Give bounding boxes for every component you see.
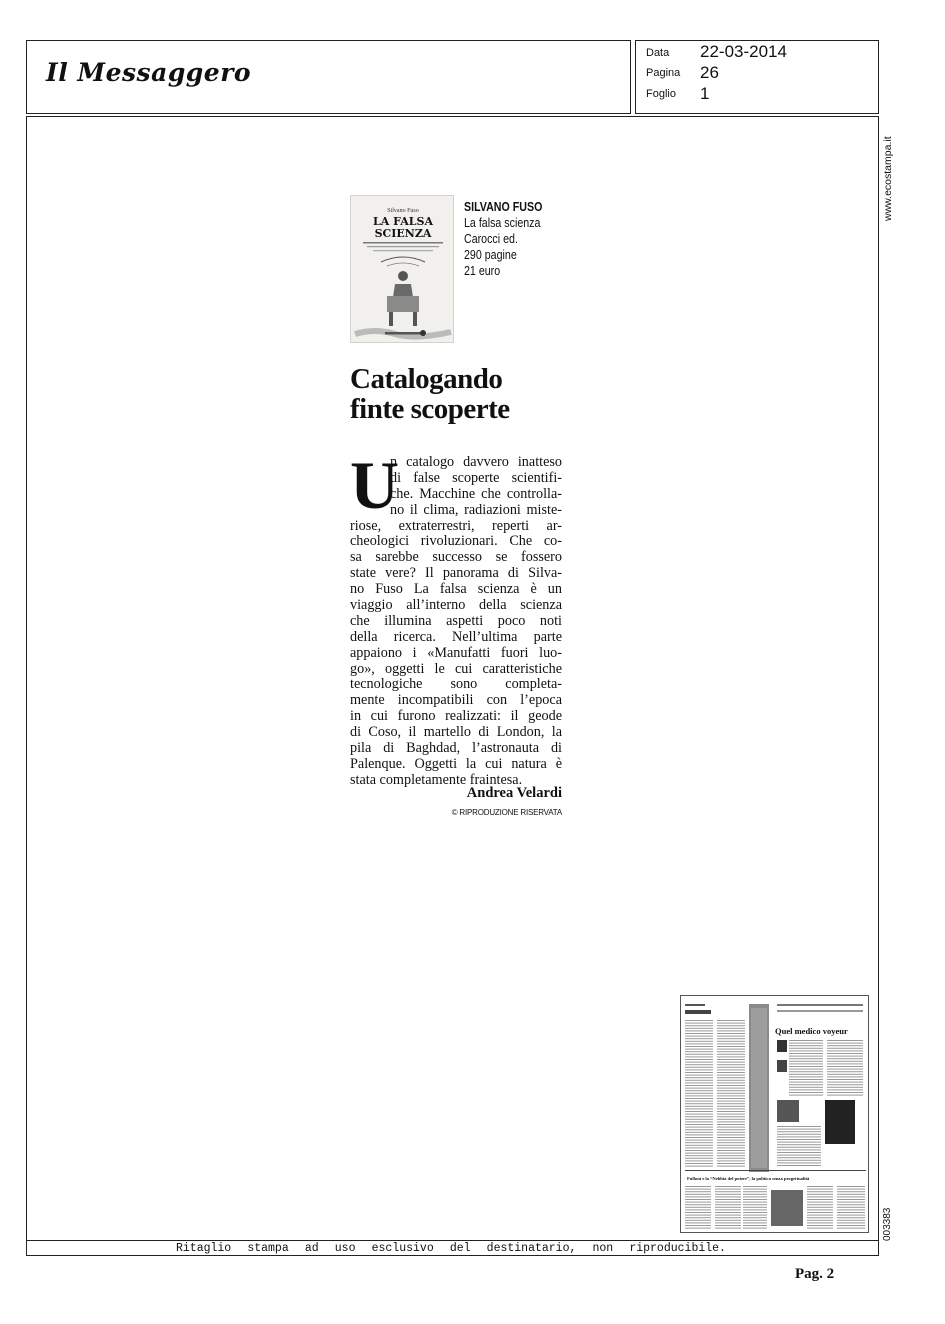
date-value: 22-03-2014 — [700, 42, 787, 61]
headline-line-2: finte scoperte — [350, 393, 510, 425]
thumb-headline: Quel medico voyeur — [775, 1026, 848, 1036]
article-line: no Fuso La falsa scienza è un — [350, 582, 562, 598]
footer-word: uso — [334, 1242, 356, 1255]
footer-word: Ritaglio — [176, 1242, 232, 1255]
article-line: tecnologiche sono completa- — [350, 677, 562, 693]
book-pages: 290 pagine — [464, 247, 517, 262]
cover-title-line1: LA FALSA — [372, 215, 434, 228]
article-line: state vere? Il panorama di Silva- — [350, 566, 562, 582]
footer-word: riproducibile. — [629, 1242, 726, 1255]
article-line: appaiono i «Manufatti fuori luo- — [350, 645, 562, 661]
article-line: che illumina aspetti poco noti — [350, 613, 562, 629]
book-publisher: Carocci ed. — [464, 231, 518, 246]
thumb-bottom-headline: Fulloni e la “Nebbia del potere”, la politica senza progettualità — [687, 1176, 810, 1181]
footer-divider — [26, 1240, 879, 1241]
drop-cap: U — [350, 447, 400, 523]
article-body — [350, 447, 562, 789]
article-line: n catalogo davvero inatteso — [390, 455, 562, 470]
cover-title-line2: SCIENZA — [374, 227, 432, 240]
article-signature: Andrea Velardi — [466, 785, 562, 801]
side-url — [880, 125, 898, 225]
page-value: 26 — [700, 63, 719, 82]
article-headline — [350, 364, 510, 424]
footer-word: ad — [304, 1242, 319, 1255]
side-code-text: 003383 — [882, 1207, 893, 1241]
footer-word: esclusivo — [371, 1242, 434, 1255]
book-cover-image — [350, 195, 454, 343]
side-code — [880, 1195, 898, 1245]
page-thumbnail — [680, 995, 869, 1233]
article-line: viaggio all’interno della scienza — [350, 598, 562, 614]
copyright-notice: © RIPRODUZIONE RISERVATA — [451, 808, 562, 817]
article-line: mente incompatibili con l’epoca — [350, 693, 562, 709]
side-url-text: www.ecostampa.it — [882, 136, 894, 221]
book-price: 21 euro — [464, 263, 501, 278]
article-line: di Coso, il martello di London, la — [350, 725, 562, 741]
sheet-label: Foglio — [646, 88, 676, 100]
cover-author: Silvano Fuso — [387, 208, 419, 214]
book-author: SILVANO FUSO — [464, 199, 543, 214]
article-line: in cui furono realizzati: il geode — [350, 709, 562, 725]
page-label: Pagina — [646, 67, 681, 79]
headline-line-1: Catalogando — [350, 363, 503, 395]
article-line: della ricerca. Nell’ultima parte — [350, 629, 562, 645]
article-line: Palenque. Oggetti la cui natura è — [350, 756, 562, 772]
page-number: Pag. 2 — [795, 1266, 835, 1282]
article-line: riose, extraterrestri, reperti ar- — [350, 518, 562, 534]
newspaper-logo: Il Messaggero — [46, 58, 252, 87]
footer-word: non — [592, 1242, 614, 1255]
article-line: no il clima, radiazioni miste- — [390, 502, 562, 518]
sheet-value: 1 — [700, 84, 710, 103]
book-info — [464, 199, 542, 279]
article-line: di false scoperte scientifi- — [390, 470, 562, 486]
footer-word: del — [449, 1242, 471, 1255]
book-title: La falsa scienza — [464, 215, 541, 230]
article-line: pila di Baghdad, l’astronauta di — [350, 741, 562, 757]
article-line: go», oggetti le cui caratteristiche — [350, 661, 562, 677]
article-line: che. Macchine che controlla- — [390, 486, 562, 502]
date-label: Data — [646, 47, 670, 59]
footer-notice — [176, 1242, 726, 1255]
article-line: sa sarebbe successo se fossero — [350, 550, 562, 566]
footer-word: stampa — [247, 1242, 289, 1255]
article-line: cheologici rivoluzionari. Che co- — [350, 534, 562, 550]
article-line: stata completamente fraintesa. — [350, 772, 523, 788]
footer-word: destinatario, — [486, 1242, 577, 1255]
